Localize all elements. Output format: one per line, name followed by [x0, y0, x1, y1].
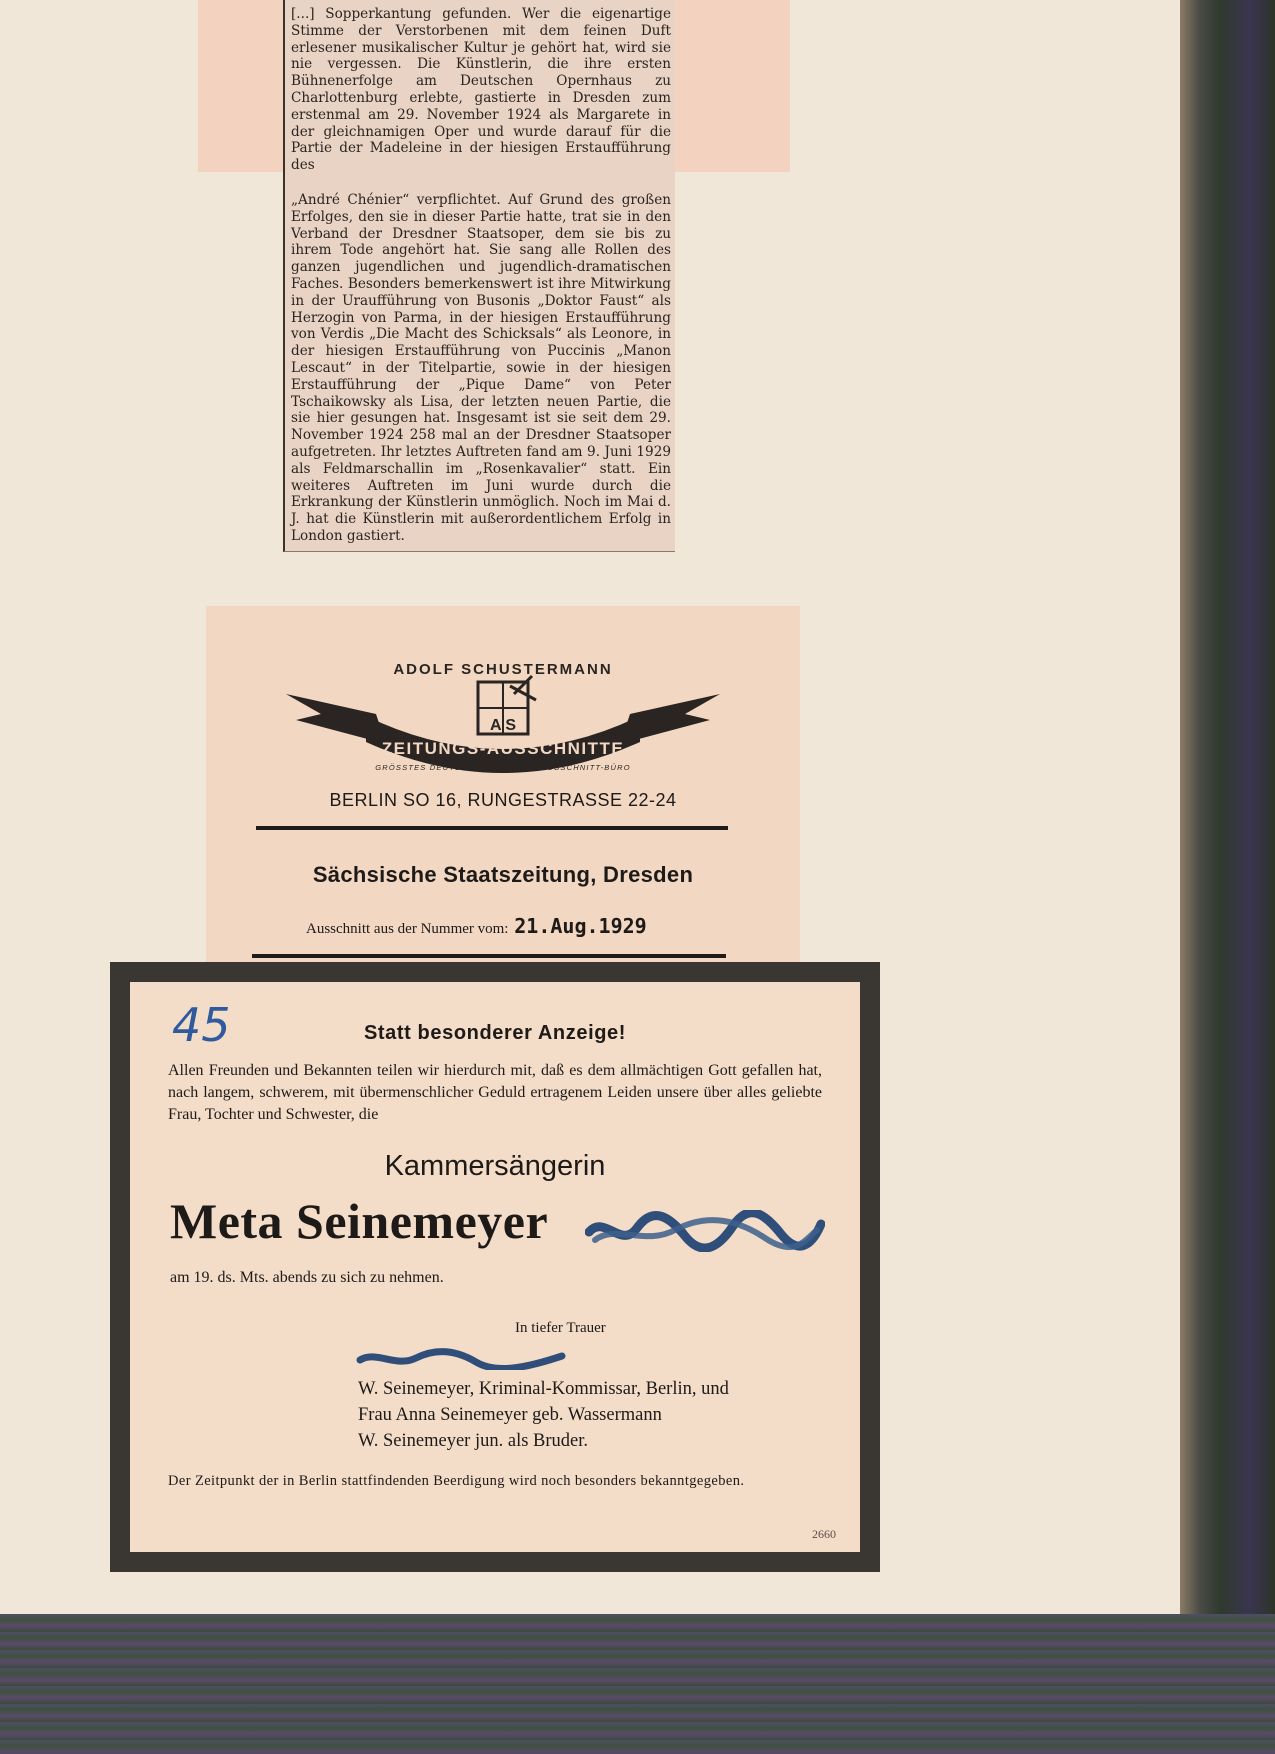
logo-tagline: GRÖSSTES DEUTSCHES ZEITUNGS-AUSSCHNITT-BÜRO — [375, 763, 631, 772]
family-member: Frau Anna Seinemeyer geb. Wassermann — [358, 1405, 662, 1425]
family-member: W. Seinemeyer jun. als Bruder. — [358, 1431, 589, 1451]
death-notice-clipping — [110, 962, 880, 1572]
article-paragraph-2: „André Chénier“ verpflichtet. Auf Grund des großen Erfolges, den sie in dieser Partie hatte, trat sie in den Verband der Dresdner Staatsoper, dem sie bis zu ihrem Tode angehört hat. Sie sang alle Rollen des ganzen jugendlichen und jugendlich-dramatischen Faches. Besonders bemerkenswert ist ihre Mitwirkung in der Uraufführung von Busonis „Doktor Faust“ als Herzogin von Parma, in der hiesigen Erstaufführung von Verdis „Die Macht des Schicksals“ als Leonore, in der hiesigen Erstaufführung von Puccinis „Manon Lescaut“ in der Titelpartie, sowie in der hiesigen Erstaufführung der „Pique Dame“ von Peter Tschaikowsky als Lisa, der letzten neuen Partie, die sie hier gesungen hat. Insgesamt ist sie seit dem 29. November 1924 258 mal an der Dresdner Staatsoper aufgetreten. Ihr letztes Auftreten fand am 9. Juni 1929 als Feldmarschallin im „Rosenkavalier“ statt. Ein weiteres Auftreten im Juni wurde durch die Erkrankung der Künstlerin unmöglich. Noch im Mai d. J. hat die Künstlerin mit außerordentlichem Erfolg in London gastiert. — [291, 191, 671, 544]
scissors-icon — [510, 676, 536, 700]
notice-text: Allen Freunden und Bekannten teilen wir hierdurch mit, daß es dem allmächtigen Gott gefallen hat, nach langem, schwerem, mit übermenschlicher Geduld ertragenem Leiden unsere über alles geliebte Frau, Tochter und Schwester, die — [168, 1062, 822, 1123]
logo-banner-text: ZEITUNGS-AUSSCHNITTE — [381, 739, 625, 758]
family-list — [358, 1376, 729, 1454]
book-binding — [1180, 0, 1275, 1620]
notice-title: Kammersängerin — [384, 1150, 606, 1182]
logo-top-text: ADOLF SCHUSTERMANN — [393, 661, 613, 678]
agency-address: BERLIN SO 16, RUNGESTRASSE 22-24 — [329, 790, 677, 810]
notice-heading: Statt besonderer Anzeige! — [363, 1022, 627, 1044]
divider — [256, 826, 728, 830]
family-member: W. Seinemeyer, Kriminal-Kommissar, Berlin, und — [358, 1379, 729, 1399]
death-notice-body — [130, 982, 860, 1552]
handwritten-number: 45 — [172, 998, 231, 1052]
newspaper-article-clipping — [283, 0, 675, 552]
clipping-agency-header — [206, 606, 800, 964]
logo-monogram: A S — [489, 717, 517, 734]
newspaper-name: Sächsische Staatszeitung, Dresden — [312, 862, 694, 887]
notice-date-line: am 19. ds. Mts. abends zu sich zu nehmen. — [170, 1269, 444, 1286]
agency-logo — [266, 654, 740, 774]
issue-label: Ausschnitt aus der Nummer vom: — [306, 921, 509, 937]
deceased-name: Meta Seinemeyer — [170, 1193, 549, 1249]
background-cloth — [0, 1614, 1275, 1754]
print-number: 2660 — [812, 1527, 836, 1541]
funeral-note: Der Zeitpunkt der in Berlin stattfindenden Beerdigung wird noch besonders bekanntgegeben. — [168, 1473, 745, 1489]
ink-scribble-strikeout — [356, 1348, 566, 1370]
article-paragraph-1: [...] Sopperkantung gefunden. Wer die eigenartige Stimme der Verstorbenen mit dem feinen Duft erlesener musikalischer Kultur je gehört hat, wird sie nie vergessen. Die Künstlerin, die ihre ersten Bühnenerfolge am Deutschen Opernhaus zu Charlottenburg erlebte, gastierte in Dresden zum erstenmal am 29. November 1924 als Margarete in der gleichnamigen Oper und wurde darauf für die Partie der Madeleine in der hiesigen Erstaufführung des — [291, 6, 671, 174]
mourning-line: In tiefer Trauer — [515, 1320, 606, 1336]
ink-scribble-strikeout — [585, 1210, 825, 1252]
issue-date-stamp: 21.Aug.1929 — [514, 914, 647, 938]
issue-line — [306, 914, 647, 938]
divider — [252, 954, 726, 958]
